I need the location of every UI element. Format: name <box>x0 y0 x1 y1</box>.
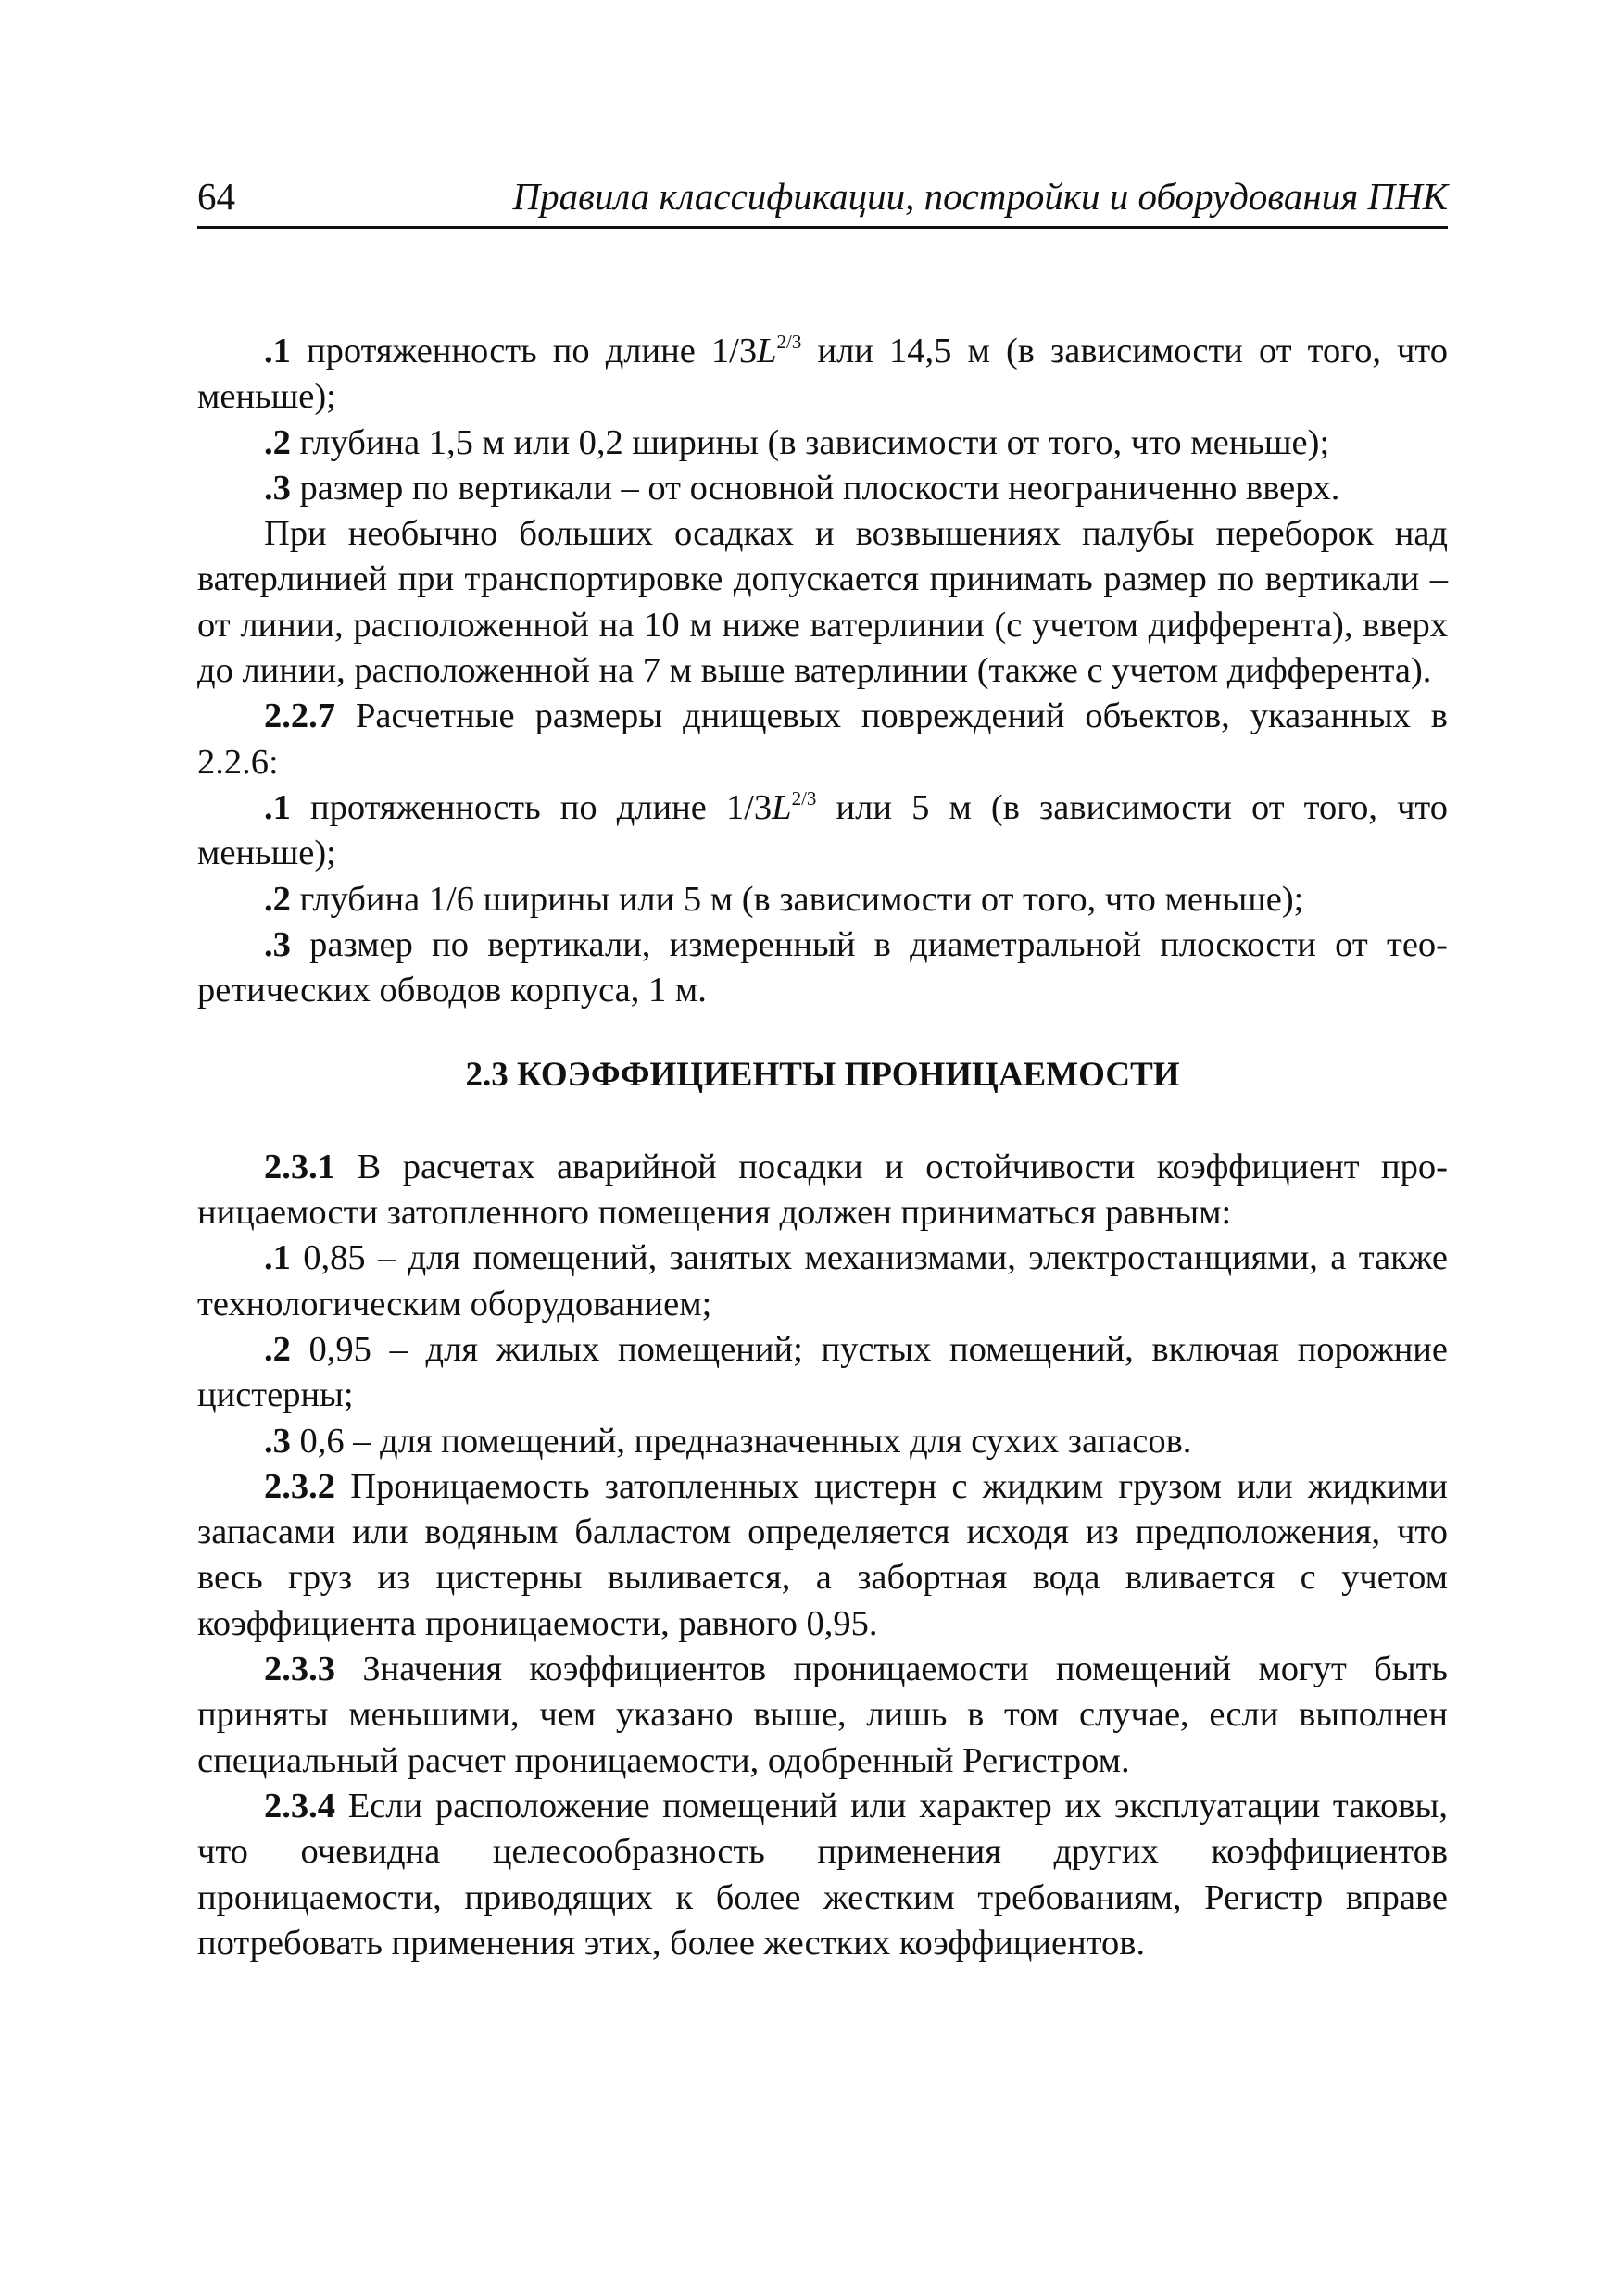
item-number: .2 <box>264 1329 291 1369</box>
paragraph: .2 0,95 – для жилых помещений; пустых помещений, включая порожние цистерны; <box>197 1329 1448 1415</box>
item-number: .1 <box>264 787 291 827</box>
paragraph: .1 протяженность по длине $1/3L^{2/3}$ или 5 м (в зависимости от того, что меньше); <box>197 786 1448 873</box>
page-header <box>197 174 1448 229</box>
item-number: .3 <box>264 924 291 964</box>
section-heading: 2.3 КОЭФФИЦИЕНТЫ ПРОНИЦАЕМОСТИ <box>465 1056 1180 1095</box>
paragraph: .2 глубина 1/6 ширины или 5 м (в зависимости от того, что меньше); <box>264 879 1304 919</box>
document-body <box>197 329 1448 1966</box>
item-number: .1 <box>264 332 291 370</box>
item-number: .2 <box>264 879 291 919</box>
section-number: 2.3.3 <box>264 1650 335 1689</box>
item-number: .2 <box>264 422 291 462</box>
paragraph: .1 протяженность по длине $1/3L^{2/3}$ или 14,5 м (в зависимости от того, что меньше); <box>197 331 1448 417</box>
page-number: 64 <box>197 175 235 218</box>
item-number: .3 <box>264 1421 291 1461</box>
paragraph: 2.3.1 В расчетах аварийной посадки и остойчивости коэффициент проницаемости затопленного помещения должен приниматься равным: <box>197 1147 1448 1233</box>
paragraph: .3 размер по вертикали, измеренный в диаметральной плоскости от теоретических обводов корпуса, 1 м. <box>197 924 1448 1010</box>
paragraph: 2.3.2 Проницаемость затопленных цистерн с жидким грузом или жидкими запасами или водяным балластом определяется исходя из предположения, что весь груз из цистерны выливается, а забортная вода вливается с учетом коэффициента проницаемости, равного 0,95. <box>197 1466 1448 1643</box>
paragraph: При необычно больших осадках и возвышениях палубы переборок над ватерлинией при транспортировке допускается принимать размер по вертикали – от линии, расположенной на 10 м ниже ватерлинии (с учетом дифферента), вверх до линии, расположенной на 7 м выше ватерлинии (также с учетом дифферента). <box>197 514 1448 691</box>
paragraph: .3 0,6 – для помещений, предназначенных для сухих запасов. <box>264 1421 1192 1461</box>
running-title: Правила классификации, постройки и оборудования ПНК <box>512 175 1448 218</box>
section-number: 2.3.2 <box>264 1466 335 1506</box>
section-number: 2.3.4 <box>264 1786 335 1826</box>
item-number: .1 <box>264 1238 291 1278</box>
item-number: .3 <box>264 468 291 508</box>
section-number: 2.3.1 <box>264 1147 335 1186</box>
section-number: 2.2.7 <box>264 696 335 736</box>
paragraph: 2.2.7 Расчетные размеры днищевых повреждений объектов, указанных в 2.2.6: <box>197 696 1448 782</box>
paragraph: .1 0,85 – для помещений, занятых механизмами, электростанциями, а также технологическим оборудованием; <box>197 1238 1448 1324</box>
paragraph: .3 размер по вертикали – от основной плоскости неограниченно вверх. <box>264 468 1340 508</box>
paragraph: 2.3.4 Если расположение помещений или характер их эксплуатации таковы, что очевидна целесообразность применения других коэффициентов проницаемости, приводящих к более жестким требованиям, Регистр вправе потребовать применения этих, более жестких коэффициентов. <box>197 1786 1448 1963</box>
paragraph: 2.3.3 Значения коэффициентов проницаемости помещений могут быть приняты меньшими, чем указано выше, лишь в том случае, если выполнен специальный расчет проницаемости, одобренный Регистром. <box>197 1650 1448 1780</box>
paragraph: .2 глубина 1,5 м или 0,2 ширины (в зависимости от того, что меньше); <box>264 422 1330 462</box>
